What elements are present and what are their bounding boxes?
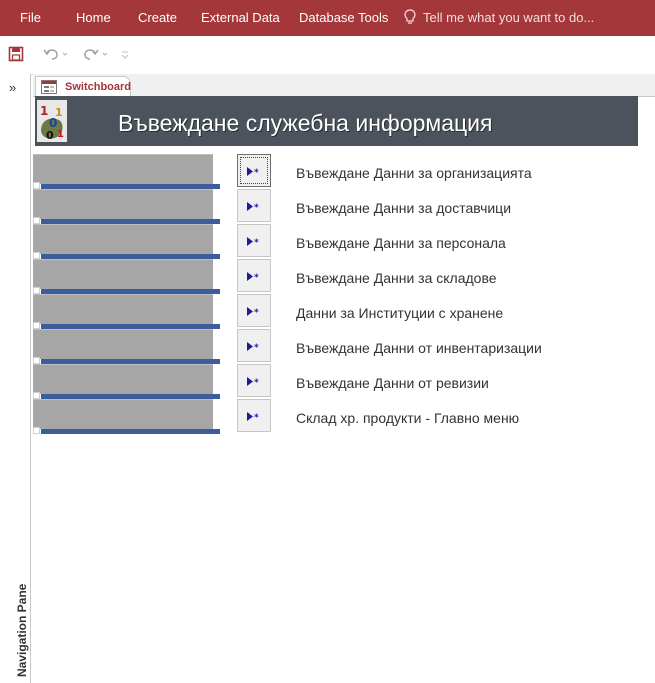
arrow-star-icon <box>246 412 262 421</box>
switchboard-item-label[interactable]: Въвеждане Данни от инвентаризации <box>296 340 542 356</box>
arrow-star-icon <box>246 167 262 176</box>
svg-text:*: * <box>254 238 259 246</box>
arrow-star-icon <box>246 342 262 351</box>
expand-chevron-icon[interactable]: » <box>9 80 17 95</box>
panel-grey-block <box>33 364 213 394</box>
panel-grey-block <box>33 189 213 219</box>
document-tab-strip <box>33 74 655 97</box>
switchboard-item-button[interactable] <box>237 224 271 257</box>
panel-grey-block <box>33 294 213 324</box>
panel-marker <box>33 287 40 294</box>
panel-blue-bar <box>41 429 220 434</box>
switchboard-item-label[interactable]: Въвеждане Данни за доставчици <box>296 200 512 216</box>
svg-text:*: * <box>254 343 259 351</box>
svg-text:*: * <box>254 413 259 421</box>
lightbulb-icon <box>403 9 417 25</box>
arrow-star-icon <box>246 237 262 246</box>
switchboard-left-panel <box>33 154 220 434</box>
switchboard-item-button[interactable] <box>237 189 271 222</box>
arrow-star-icon <box>246 307 262 316</box>
svg-text:1: 1 <box>57 129 64 140</box>
tab-file[interactable]: File <box>20 10 41 25</box>
svg-text:*: * <box>254 203 259 211</box>
svg-text:*: * <box>254 378 259 386</box>
tab-home[interactable]: Home <box>76 10 111 25</box>
navigation-pane[interactable] <box>0 74 31 683</box>
switchboard-item-label[interactable]: Данни за Институции с хранене <box>296 305 504 321</box>
switchboard-item-label[interactable]: Въвеждане Данни от ревизии <box>296 375 489 391</box>
switchboard-item-label[interactable]: Въвеждане Данни за персонала <box>296 235 506 251</box>
form-icon <box>41 80 57 94</box>
panel-marker <box>33 322 40 329</box>
arrow-star-icon <box>246 377 262 386</box>
form-header <box>35 96 638 146</box>
tab-create[interactable]: Create <box>138 10 178 25</box>
switchboard-item-button[interactable] <box>237 154 271 187</box>
svg-text:0: 0 <box>49 116 58 130</box>
arrow-star-icon <box>246 202 262 211</box>
switchboard-item-button[interactable] <box>237 364 271 397</box>
tell-me-text: Tell me what you want to do... <box>423 10 595 25</box>
switchboard-item-label[interactable]: Въвеждане Данни за организацията <box>296 165 532 181</box>
tab-external-data[interactable]: External Data <box>201 10 280 25</box>
panel-marker <box>33 357 40 364</box>
panel-grey-block <box>33 154 213 184</box>
svg-text:1: 1 <box>55 106 63 119</box>
panel-grey-block <box>33 399 213 429</box>
panel-marker <box>33 427 40 434</box>
panel-marker <box>33 217 40 224</box>
form-title: Въвеждане служебна информация <box>118 110 493 136</box>
switchboard-item-label[interactable]: Склад хр. продукти - Главно меню <box>296 410 520 426</box>
svg-text:1: 1 <box>40 104 49 118</box>
switchboard-item-button[interactable] <box>237 329 271 362</box>
customize-qat-icon[interactable] <box>121 46 129 62</box>
undo-icon[interactable] <box>42 46 68 62</box>
document-area <box>33 74 655 683</box>
svg-text:*: * <box>254 168 259 176</box>
switchboard-item-label[interactable]: Въвеждане Данни за складове <box>296 270 497 286</box>
panel-grey-block <box>33 259 213 289</box>
tab-switchboard[interactable] <box>35 76 131 98</box>
svg-text:*: * <box>254 308 259 316</box>
tab-database-tools[interactable]: Database Tools <box>299 10 389 25</box>
panel-grey-block <box>33 224 213 254</box>
panel-grey-block <box>33 329 213 359</box>
ribbon-bar <box>0 0 655 36</box>
switchboard-item-button[interactable] <box>237 294 271 327</box>
switchboard-item-button[interactable] <box>237 399 271 432</box>
binary-logo-icon <box>37 100 67 142</box>
tab-switchboard-label: Switchboard <box>65 81 132 93</box>
navigation-pane-label: Navigation Pane <box>15 583 29 677</box>
panel-marker <box>33 392 40 399</box>
arrow-star-icon <box>246 272 262 281</box>
redo-icon[interactable] <box>82 46 108 62</box>
svg-text:*: * <box>254 273 259 281</box>
panel-marker <box>33 252 40 259</box>
switchboard-item-button[interactable] <box>237 259 271 292</box>
svg-text:0: 0 <box>46 129 54 142</box>
save-icon[interactable] <box>8 46 24 62</box>
quick-access-toolbar <box>0 36 655 75</box>
panel-marker <box>33 182 40 189</box>
